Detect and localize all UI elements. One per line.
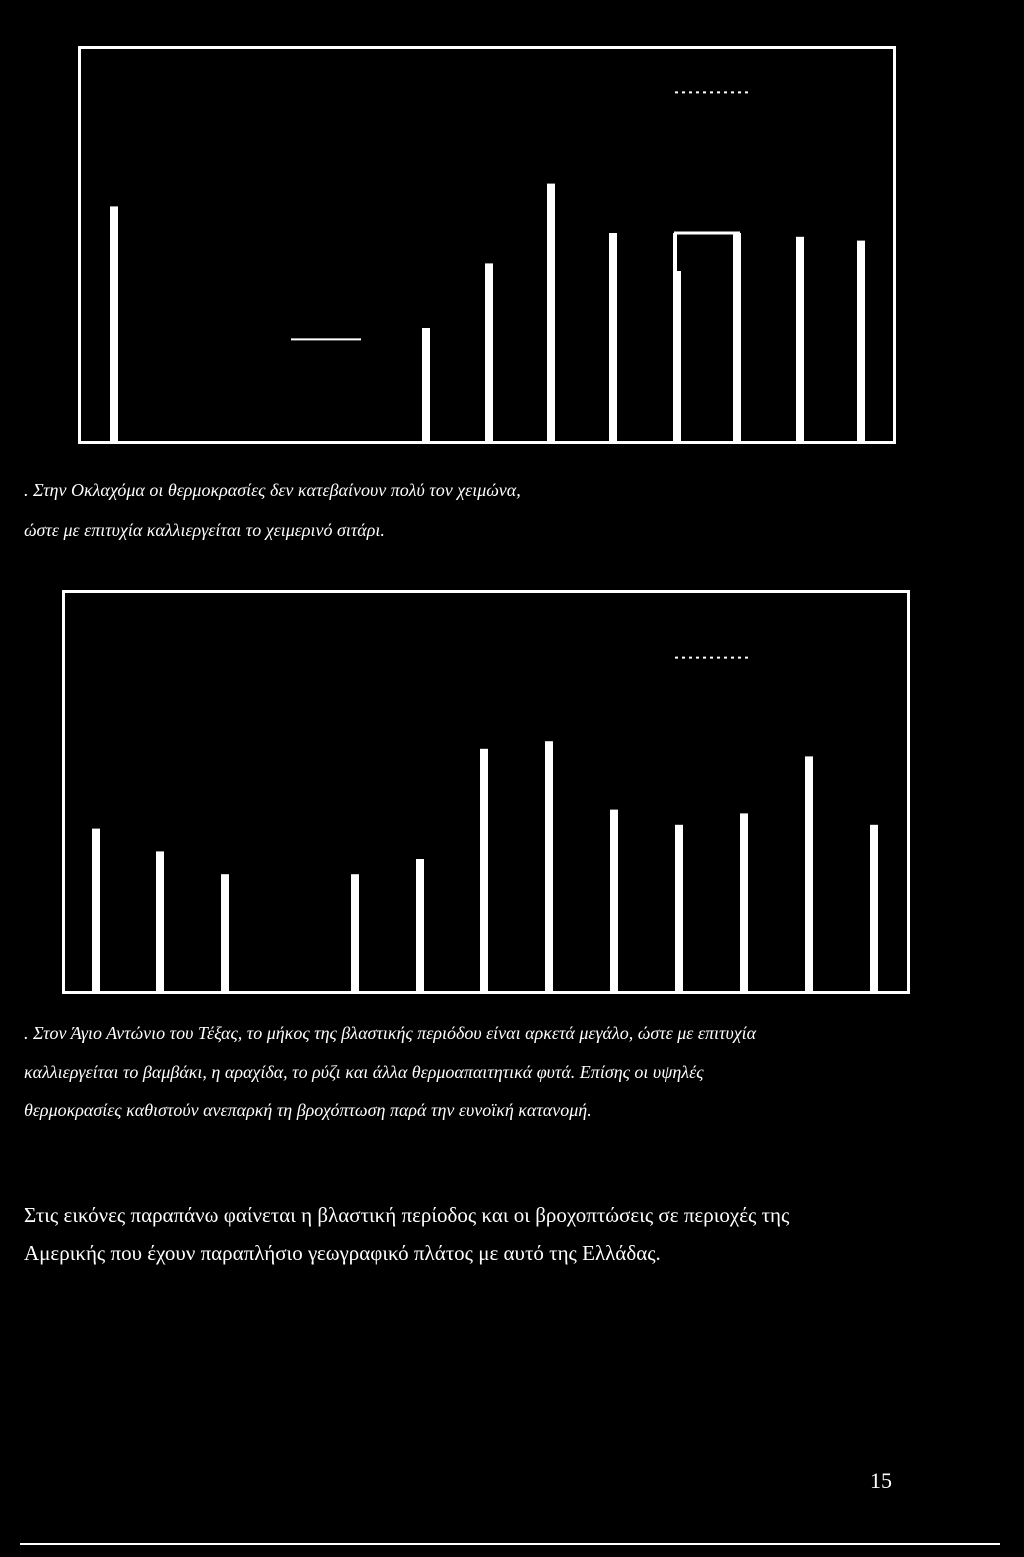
page-number: 15 [870, 1468, 892, 1493]
bar [485, 263, 493, 442]
bar [857, 241, 865, 442]
caption-oklahoma-line2: ώστε με επιτυχία καλλιεργείται το χειμερινό σιτάρι. [24, 520, 385, 540]
figure-san-antonio [62, 590, 910, 994]
bar [547, 184, 555, 442]
bar [610, 810, 618, 992]
bar [422, 328, 430, 442]
bar [110, 206, 118, 442]
caption-san-antonio-line1: . Στον Άγιο Αντώνιο του Τέξας, το μήκος της βλαστικής περιόδου είναι αρκετά μεγάλο, ώστε με επιτυχία [24, 1023, 757, 1043]
bar [351, 874, 359, 992]
caption-san-antonio-line3: θερμοκρασίες καθιστούν ανεπαρκή τη βροχόπτωση παρά την ευνοϊκή κατανομή. [24, 1100, 592, 1120]
bar [675, 825, 683, 992]
chart-san-antonio [62, 590, 910, 994]
chart-oklahoma [78, 46, 896, 444]
bar [796, 237, 804, 442]
bar [416, 859, 424, 992]
figure-oklahoma [78, 46, 896, 444]
bar [221, 874, 229, 992]
bar [870, 825, 878, 992]
bar [733, 233, 741, 442]
bar [609, 233, 617, 442]
footer-rule [20, 1543, 1000, 1545]
bar [545, 741, 553, 992]
bar [805, 756, 813, 992]
caption-san-antonio-line2: καλλιεργείται το βαμβάκι, η αραχίδα, το ρύζι και άλλα θερμοαπαιτητικά φυτά. Επίσης οι υψηλές [24, 1062, 704, 1082]
bar [480, 749, 488, 992]
caption-oklahoma-line1: . Στην Οκλαχόμα οι θερμοκρασίες δεν κατεβαίνουν πολύ τον χειμώνα, [24, 480, 521, 500]
body-text-line2: Αμερικής που έχουν παραπλήσιο γεωγραφικό πλάτος με αυτό της Ελλάδας. [24, 1241, 661, 1265]
bar [740, 813, 748, 992]
bar [92, 829, 100, 992]
bar [156, 851, 164, 992]
bar [673, 233, 677, 442]
body-text-line1: Στις εικόνες παραπάνω φαίνεται η βλαστική περίοδος και οι βροχοπτώσεις σε περιοχές της [24, 1203, 790, 1227]
